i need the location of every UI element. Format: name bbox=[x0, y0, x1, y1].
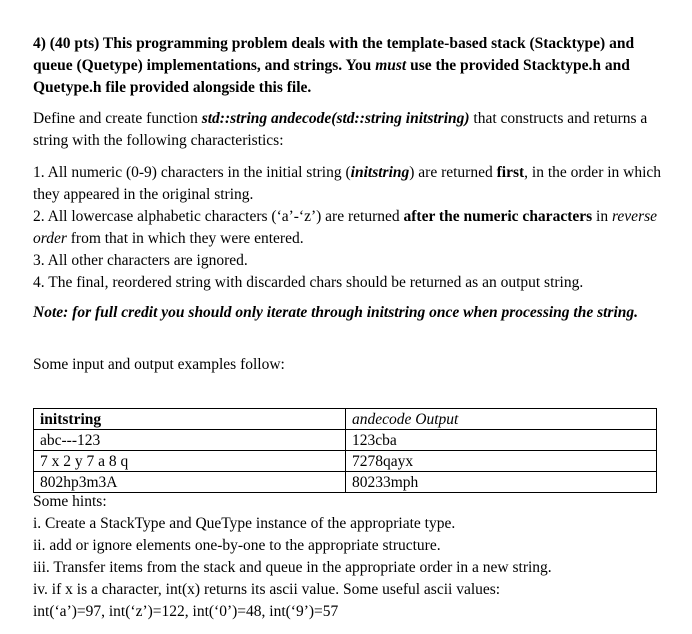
rule-1-var: initstring bbox=[350, 164, 410, 181]
hint-item: int(‘a’)=97, int(‘z’)=122, int(‘0’)=48, int(‘9’)=57 bbox=[33, 603, 339, 620]
rule-4: 4. The final, reordered string with discarded chars should be returned as an output string. bbox=[33, 274, 584, 291]
table-row bbox=[34, 451, 657, 472]
rule-2 bbox=[33, 206, 663, 250]
problem-heading bbox=[33, 33, 663, 99]
rule-1-text-a: 1. All numeric (0-9) characters in the initial string ( bbox=[33, 164, 351, 181]
heading-rest: use the provided Stacktype.h and Quetype.h file provided alongside this file. bbox=[33, 57, 630, 96]
table-row bbox=[34, 430, 657, 451]
rule-1 bbox=[33, 162, 663, 206]
header-output: andecode Output bbox=[346, 409, 657, 430]
rule-2-text-c: from that in which they were entered. bbox=[70, 230, 304, 247]
rules-list bbox=[33, 162, 663, 294]
heading-text: 4) (40 pts) This programming problem deals with the template-based stack (Stacktype) and queue (Quetype) implementations, and strings. You bbox=[33, 35, 635, 74]
cell-input: abc---123 bbox=[34, 430, 346, 451]
rule-1-text-c: , in the order in which they appeared in the original string. bbox=[33, 164, 662, 203]
header-initstring: initstring bbox=[34, 409, 346, 430]
cell-output: 123cba bbox=[346, 430, 657, 451]
rule-2-bold: after the numeric characters bbox=[403, 208, 593, 225]
rule-2-text-a: 2. All lowercase alphabetic characters (‘a’-‘z’) are returned bbox=[33, 208, 400, 225]
cell-input: 7 x 2 y 7 a 8 q bbox=[34, 451, 346, 472]
hint-item: i. Create a StackType and QueType instance of the appropriate type. bbox=[33, 515, 456, 532]
examples-table bbox=[33, 408, 657, 493]
rule-1-first: first bbox=[496, 164, 525, 181]
cell-input: 802hp3m3A bbox=[34, 472, 346, 493]
examples-intro: Some input and output examples follow: bbox=[33, 356, 285, 373]
rule-2-italic: reverse order bbox=[33, 208, 658, 247]
cell-output: 7278qayx bbox=[346, 451, 657, 472]
table-header-row bbox=[34, 409, 657, 430]
cell-output: 80233mph bbox=[346, 472, 657, 493]
hints-section bbox=[33, 491, 663, 623]
definition-paragraph bbox=[33, 108, 663, 152]
note: Note: for full credit you should only iterate through initstring once when processing the string. bbox=[33, 304, 639, 321]
hint-item: iii. Transfer items from the stack and queue in the appropriate order in a new string. bbox=[33, 559, 552, 576]
hint-item: iv. if x is a character, int(x) returns its ascii value. Some useful ascii values: bbox=[33, 581, 501, 598]
definition-post: that constructs and returns a string with the following characteristics: bbox=[33, 110, 648, 149]
rule-2-text-b: in bbox=[596, 208, 609, 225]
heading-must: must bbox=[375, 57, 407, 74]
hints-title: Some hints: bbox=[33, 493, 107, 510]
rule-1-text-b: ) are returned bbox=[409, 164, 493, 181]
table-row bbox=[34, 472, 657, 493]
rule-3: 3. All other characters are ignored. bbox=[33, 252, 248, 269]
hint-item: ii. add or ignore elements one-by-one to the appropriate structure. bbox=[33, 537, 441, 554]
definition-pre: Define and create function bbox=[33, 110, 198, 127]
function-signature: std::string andecode(std::string initstring) bbox=[201, 110, 470, 127]
